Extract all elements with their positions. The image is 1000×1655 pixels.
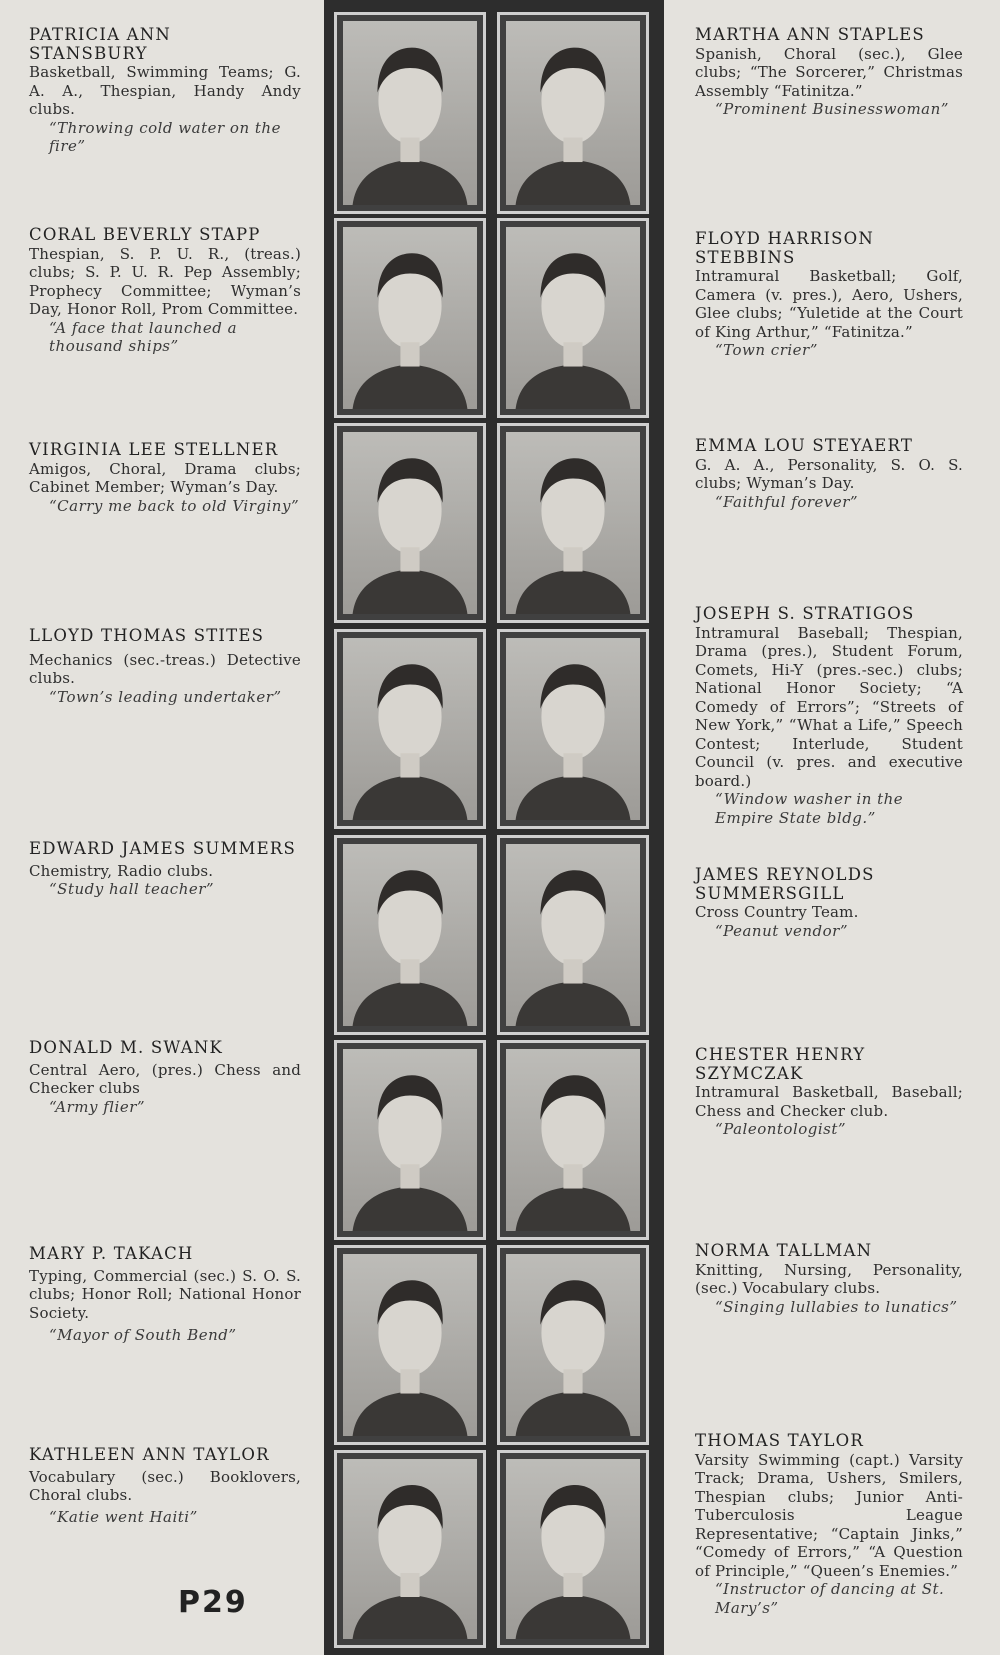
- student-entry: [29, 1446, 301, 1526]
- student-activities: Varsity Swimming (capt.) Varsity Track; Drama, Ushers, Smilers, Thespian clubs; Junior Anti-Tuberculosis League Representative; “Captain Jinks,” “Comedy of Errors,” “A Question of Principle,” “Queen’s Enemies.”: [695, 1450, 963, 1580]
- student-portrait: [497, 1450, 649, 1648]
- student-quote: “Army flier”: [49, 1097, 146, 1116]
- student-entry: [695, 1432, 963, 1617]
- student-activities: Mechanics (sec.-treas.) Detective clubs.: [29, 650, 301, 687]
- student-quote: “Prominent Businesswoman”: [715, 100, 949, 118]
- portrait-silhouette-icon: [506, 844, 640, 1026]
- student-quote: “Carry me back to old Virginy”: [49, 496, 300, 515]
- student-quote: “Study hall teacher”: [49, 880, 215, 898]
- student-entry: [29, 441, 301, 515]
- student-portrait: [497, 835, 649, 1035]
- student-quote: “Town’s leading undertaker”: [49, 687, 282, 706]
- student-entry: [695, 1046, 963, 1139]
- student-quote: “A face that launched a thousand ships”: [49, 318, 238, 355]
- student-portrait: [497, 423, 649, 623]
- student-name: DONALD M. SWANK: [29, 1038, 224, 1057]
- student-name: MARY P. TAKACH: [29, 1244, 194, 1263]
- student-name: VIRGINIA LEE STELLNER: [29, 440, 279, 459]
- student-name: THOMAS TAYLOR: [695, 1431, 865, 1450]
- student-name: NORMA TALLMAN: [695, 1241, 873, 1260]
- student-entry: [29, 226, 301, 356]
- student-entry: [695, 866, 963, 940]
- portrait-silhouette-icon: [343, 844, 477, 1026]
- student-activities: Spanish, Choral (sec.), Glee clubs; “The Sorcerer,” Christmas Assembly “Fatinitza.”: [695, 44, 963, 100]
- student-entry: [29, 26, 301, 156]
- student-entry: [695, 230, 963, 360]
- student-quote: “Faithful forever”: [715, 492, 859, 511]
- student-quote: “Mayor of South Bend”: [49, 1326, 237, 1344]
- student-activities: Knitting, Nursing, Personality, (sec.) Vocabulary clubs.: [695, 1260, 963, 1297]
- student-quote: “Katie went Haiti”: [49, 1507, 198, 1526]
- student-activities: Typing, Commercial (sec.) S. O. S. clubs; Honor Roll; National Honor Society.: [29, 1266, 301, 1322]
- student-quote: “Peanut vendor”: [715, 921, 849, 940]
- student-activities: Intramural Basketball; Golf, Camera (v. pres.), Aero, Ushers, Glee clubs; “Yuletide at the Court of King Arthur,” “Fatinitza.”: [695, 267, 963, 341]
- student-name: PATRICIA ANN STANSBURY: [29, 25, 172, 63]
- portrait-silhouette-icon: [343, 638, 477, 820]
- student-portrait: [334, 423, 486, 623]
- student-quote: “Singing lullabies to lunatics”: [715, 1297, 958, 1316]
- student-name: LLOYD THOMAS STITES: [29, 626, 265, 645]
- student-activities: Chemistry, Radio clubs.: [29, 861, 214, 880]
- student-quote: “Window washer in the Empire State bldg.”: [715, 790, 904, 827]
- student-name: JAMES REYNOLDS SUMMERSGILL: [695, 865, 875, 903]
- student-entry: [695, 1242, 963, 1316]
- student-name: EMMA LOU STEYAERT: [695, 436, 914, 455]
- portrait-silhouette-icon: [343, 21, 477, 205]
- portrait-silhouette-icon: [506, 1459, 640, 1639]
- portrait-silhouette-icon: [506, 1254, 640, 1436]
- student-entry: [29, 1039, 301, 1116]
- student-entry: [695, 26, 963, 119]
- portrait-silhouette-icon: [343, 227, 477, 409]
- portrait-silhouette-icon: [506, 638, 640, 820]
- student-entry: [695, 605, 963, 827]
- student-activities: G. A. A., Personality, S. O. S. clubs; Wyman’s Day.: [695, 455, 963, 492]
- student-name: KATHLEEN ANN TAYLOR: [29, 1445, 270, 1464]
- student-activities: Intramural Basketball, Baseball; Chess and Checker club.: [695, 1083, 963, 1120]
- student-portrait: [334, 218, 486, 418]
- student-name: JOSEPH S. STRATIGOS: [695, 604, 915, 623]
- student-activities: Central Aero, (pres.) Chess and Checker clubs: [29, 1060, 301, 1097]
- portrait-silhouette-icon: [506, 1049, 640, 1231]
- student-entry: [695, 437, 963, 511]
- student-portrait: [497, 218, 649, 418]
- student-entry: [29, 627, 301, 706]
- student-activities: Cross Country Team.: [695, 903, 859, 921]
- student-quote: “Paleontologist”: [715, 1120, 847, 1138]
- student-portrait: [334, 1450, 486, 1648]
- portrait-silhouette-icon: [506, 432, 640, 614]
- portrait-silhouette-icon: [343, 1049, 477, 1231]
- student-activities: Intramural Baseball; Thespian, Drama (pres.), Student Forum, Comets, Hi-Y (pres.-sec.) clubs; National Honor Society; “A Comedy of Errors”; “Streets of New York,” “What a Life,” Speech Contest; Interlude, Student Council (v. pres. and executive board.): [695, 623, 963, 790]
- student-entry: [29, 1245, 301, 1345]
- student-name: FLOYD HARRISON STEBBINS: [695, 229, 875, 267]
- student-name: MARTHA ANN STAPLES: [695, 25, 925, 44]
- student-portrait: [334, 12, 486, 214]
- portrait-silhouette-icon: [343, 1254, 477, 1436]
- student-name: CHESTER HENRY SZYMCZAK: [695, 1045, 866, 1083]
- student-entry: [29, 840, 301, 899]
- student-portrait: [334, 1040, 486, 1240]
- student-quote: “Town crier”: [715, 341, 818, 359]
- portrait-silhouette-icon: [506, 21, 640, 205]
- student-portrait: [497, 1040, 649, 1240]
- student-name: EDWARD JAMES SUMMERS: [29, 839, 297, 858]
- page-number: P29: [178, 1585, 248, 1620]
- student-quote: “Instructor of dancing at St. Mary’s”: [715, 1580, 945, 1617]
- student-portrait: [497, 12, 649, 214]
- student-quote: “Throwing cold water on the fire”: [49, 118, 281, 155]
- student-portrait: [334, 629, 486, 829]
- student-portrait: [334, 1245, 486, 1445]
- portrait-silhouette-icon: [343, 432, 477, 614]
- portrait-silhouette-icon: [506, 227, 640, 409]
- student-portrait: [497, 1245, 649, 1445]
- portrait-silhouette-icon: [343, 1459, 477, 1639]
- student-portrait: [497, 629, 649, 829]
- student-activities: Amigos, Choral, Drama clubs; Cabinet Member; Wyman’s Day.: [29, 459, 301, 496]
- student-name: CORAL BEVERLY STAPP: [29, 225, 261, 244]
- student-portrait: [334, 835, 486, 1035]
- student-activities: Basketball, Swimming Teams; G. A. A., Thespian, Handy Andy clubs.: [29, 63, 301, 118]
- student-activities: Thespian, S. P. U. R., (treas.) clubs; S. P. U. R. Pep Assembly; Prophecy Committee; Wyman’s Day, Honor Roll, Prom Committee.: [29, 244, 301, 318]
- student-activities: Vocabulary (sec.) Booklovers, Choral clubs.: [29, 1467, 301, 1504]
